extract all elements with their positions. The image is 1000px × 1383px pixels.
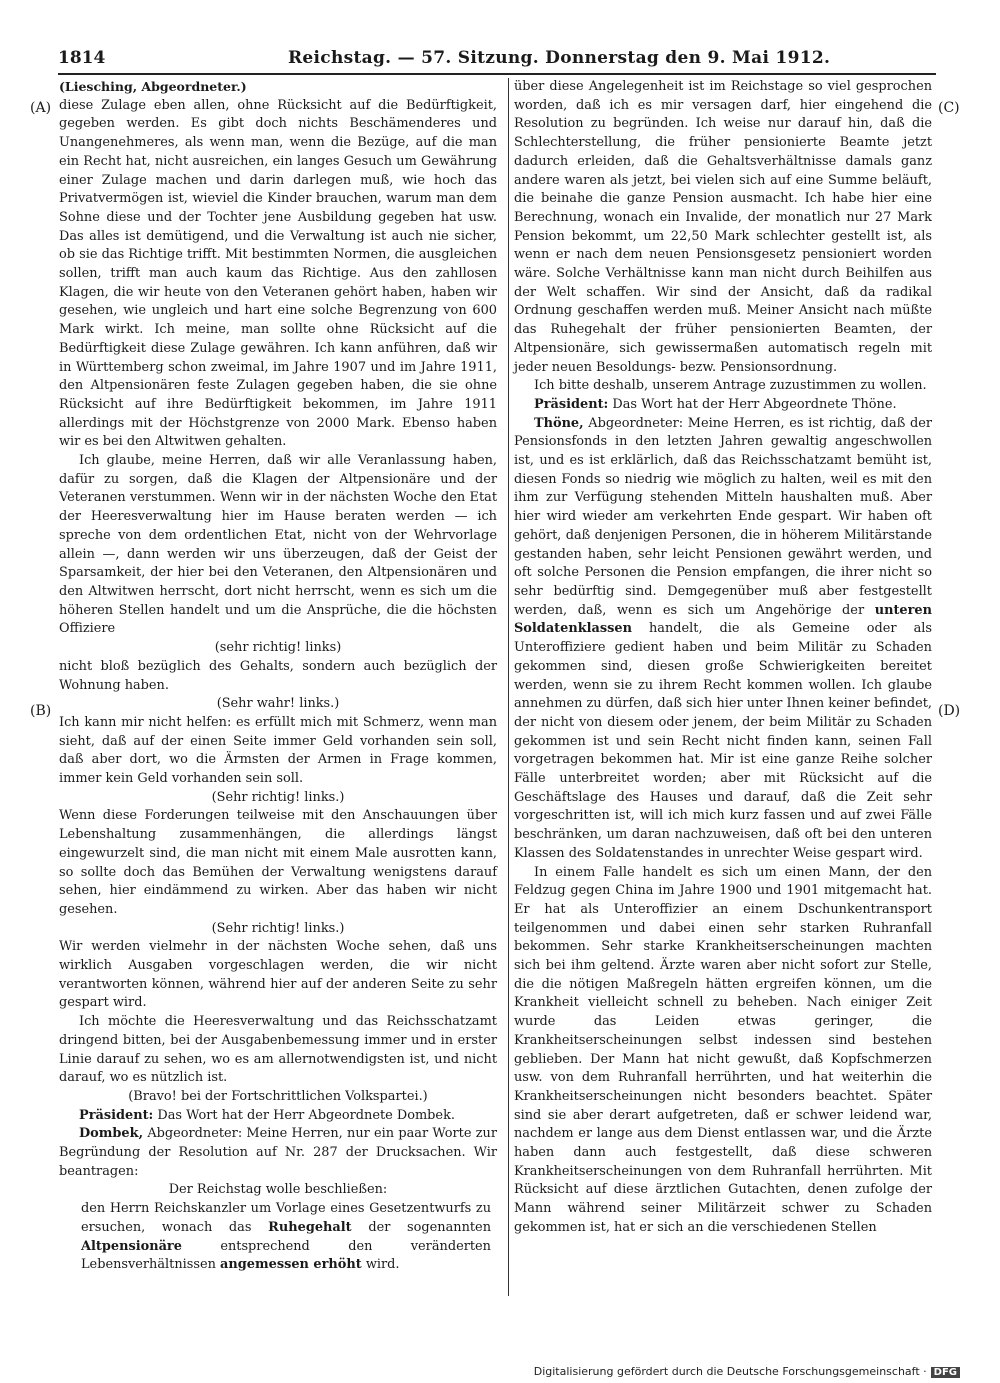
speaker-label: Präsident: xyxy=(534,396,609,412)
column-divider xyxy=(508,78,509,1296)
resolution-part: entsprechend den veränderten Lebensverhältnissen xyxy=(81,1238,491,1273)
margin-mark-d: (D) xyxy=(938,703,961,719)
paragraph: über diese Angelegenheit ist im Reichstage so viel gesprochen worden, daß ich es mir versagen darf, hier eingehend die Resolution zu begründen. Ich weise nur darauf hin, daß die Schlechterstellung, die früher pensionierte Beamte jetzt dadurch erleiden, daß die Gehaltsverhältnisse damals ganz andere waren als jetzt, bei vielen sich auf eine Summe beläuft, die beinahe die ganze Pension ausmacht. Ich habe hier eine Berechnung, wonach ein Invalide, der monatlich nur 27 Mark Pension bekommt, um 22,50 Mark schlechter gestellt ist, als wenn er nach dem neuen Pensionsgesetz pensioniert worden wäre. Solche Verhältnisse kann man nicht durch Beihilfen aus der Welt schaffen. Wir sind der Ansicht, daß da radikal Ordnung geschaffen werden muß. Meiner Ansicht nach müßte das Ruhegehalt der früher pensionierten Beamten, der Altpensionäre, sich gewissermaßen automatisch regeln mit jeder neuen Besoldungs- bezw. Pensionsordnung. xyxy=(514,79,932,375)
resolution-part: wird. xyxy=(365,1257,400,1273)
interjection: (Sehr richtig! links.) xyxy=(211,789,345,805)
speech-emphasis: unteren Soldatenklassen xyxy=(514,602,932,637)
margin-mark-c: (C) xyxy=(938,100,960,116)
left-column xyxy=(59,78,497,1275)
footer-credit xyxy=(534,1365,960,1378)
paragraph: nicht bloß bezüglich des Gehalts, sondern auch bezüglich der Wohnung haben. xyxy=(59,658,497,693)
right-column xyxy=(514,78,932,1238)
statement-text: Das Wort hat der Herr Abgeordnete Dombek. xyxy=(157,1107,455,1123)
paragraph: Wenn diese Forderungen teilweise mit den Anschauungen über Lebenshaltung zusammenhängen, die allerdings längst eingewurzelt sind, die man nicht mit einem Male ausrotten kann, so sollte doch das Bemühen der Verwaltung wenigstens darauf sehen, hier eindämmend zu wirken. Aber das haben wir nicht gesehen. xyxy=(59,808,497,917)
speech-text: Abgeordneter: Meine Herren, es ist richtig, daß der Pensionsfonds in den letzten Jahren gewaltig angeschwollen ist, und es ist erklärlich, daß das Reichsschatzamt bemüht ist, diesen Fonds so niedrig wie möglich zu halten, weil es mit den ihm zur Verfügung stehenden Mitteln haushalten muß. Aber hier wird wieder am verkehrten Ende gespart. Wir haben oft gehört, daß denjenigen Personen, die in höherem Militärstande gestanden haben, sehr leicht Pensionen gewährt werden, und oft solche Personen die Pension empfangen, die ihrer nicht so sehr bedürftig sind. Demgegenüber muß aber festgestellt werden, daß, wenn es sich um Angehörige der xyxy=(514,415,932,618)
interjection: (Sehr richtig! links.) xyxy=(211,920,345,936)
header-rule xyxy=(58,73,936,75)
speaker-label: Thöne, xyxy=(534,415,584,431)
resolution-part: der sogenannten xyxy=(368,1219,491,1235)
paragraph: In einem Falle handelt es sich um einen Mann, der den Feldzug gegen China im Jahre 1900 und 1901 mitgemacht hat. Er hat als Unteroffizier an einem Dschunkentransport teilgenommen und dabei einen sehr starken Ruhranfall bekommen. Sehr starke Krankheitserscheinungen machten sich bei ihm geltend. Ärzte waren aber nicht sofort zur Stelle, die die nötigen Maßregeln hätten ergreifen können, um die Krankheit vielleicht schnell zu beheben. Nach einiger Zeit wurde das Leiden etwas geringer, die Krankheitserscheinungen selbst indessen sind bestehen geblieben. Der Mann hat nicht gewußt, daß Kopfschmerzen usw. von dem Ruhranfall herrührten, und hat weiterhin die Krankheitserscheinungen nicht besonders beachtet. Später sind sie aber derart aufgetreten, daß er schwer leidend war, nachdem er lange aus dem Dienst entlassen war, und die Ärzte haben dann auch festgestellt, daß diese schweren Krankheitserscheinungen von dem Ruhranfall herrührten. Mit Rücksicht auf diese ärztlichen Gutachten, denen zufolge der Mann während seiner Militärzeit schwer zu Schaden gekommen ist, hat er sich an die verschiedenen Stellen xyxy=(514,864,932,1235)
president-statement xyxy=(514,396,932,415)
paragraph: Ich möchte die Heeresverwaltung und das Reichsschatzamt dringend bitten, bei der Ausgabenbemessung immer und in erster Linie darauf zu sehen, wo es am allernotwendigsten ist, und nicht darauf, wo es nützlich ist. xyxy=(59,1014,497,1086)
dombek-speech xyxy=(59,1125,497,1181)
running-title: Reichstag. — 57. Sitzung. Donnerstag den 9. Mai 1912. xyxy=(288,48,831,68)
speaker-label: Dombek, xyxy=(79,1126,144,1142)
interjection: (sehr richtig! links) xyxy=(214,640,342,656)
resolution-emphasis: Ruhegehalt xyxy=(268,1219,352,1235)
page-number: 1814 xyxy=(58,48,106,68)
paragraph: Ich kann mir nicht helfen: es erfüllt mich mit Schmerz, wenn man sieht, daß auf der einen Seite immer Geld vorhanden sein soll, daß aber dort, wo die Ärmsten der Armen in Frage kommen, immer kein Geld vorhanden sein soll. xyxy=(59,714,497,787)
resolution-text xyxy=(59,1200,497,1275)
statement-text: Das Wort hat der Herr Abgeordnete Thöne. xyxy=(612,396,897,412)
dfg-logo: DFG xyxy=(931,1367,960,1378)
speech-text: handelt, die als Gemeine oder als Unteroffiziere gedient haben und beim Militär zu Schaden gekommen sind, diesen große Schwierigkeiten bereitet werden, wenn sie zu ihrem Recht kommen wollen. Ich glaube annehmen zu dürfen, daß sich hier unter Ihnen keiner befindet, der nicht von diesem oder jenem, der beim Militär zu Schaden gekommen ist und sein Recht nicht finden kann, seinen Fall vorgetragen bekommen hat. Mir ist eine ganze Reihe solcher Fälle unterbreitet worden; aber mit Rücksicht auf die Geschäftslage des Hauses und darauf, daß die Zeit sehr vorgeschritten ist, will ich mich kurz fassen und auf zwei Fälle beschränken, um daran nachzuweisen, daß oft bei den unteren Klassen des Soldatenstandes in unrechter Weise gespart wird. xyxy=(514,621,932,861)
speech-text: Abgeordneter: Meine Herren, nur ein paar Worte zur Begründung der Resolution auf Nr. 287 der Drucksachen. Wir beantragen: xyxy=(59,1126,497,1179)
footer-text: Digitalisierung gefördert durch die Deutsche Forschungsgemeinschaft · xyxy=(533,1365,927,1378)
paragraph: Ich bitte deshalb, unserem Antrage zuzustimmen zu wollen. xyxy=(534,378,927,394)
president-statement xyxy=(59,1107,497,1126)
paragraph: Ich glaube, meine Herren, daß wir alle Veranlassung haben, dafür zu sorgen, daß die Klagen der Altpensionäre und der Veteranen verstummen. Wenn wir in der nächsten Woche den Etat der Heeresverwaltung hier im Hause beraten werden — ich spreche von dem ordentlichen Etat, nicht von der Wehrvorlage allein —, dann werden wir uns überzeugen, daß der Geist der Sparsamkeit, der hier bei den Veteranen, den Altpensionären und den Altwitwen herrscht, dort nicht herrscht, wenn es sich um die höheren Stellen handelt und um die Ansprüche, die die höchsten Offiziere xyxy=(59,453,497,637)
resolution-part: den Herrn Reichskanzler um Vorlage eines Gesetzentwurfs zu ersuchen, wonach das xyxy=(81,1201,491,1235)
resolution-emphasis: angemessen erhöht xyxy=(220,1257,362,1273)
paragraph: Wir werden vielmehr in der nächsten Woche sehen, daß uns wirklich Ausgaben vorgeschlagen werden, die wir nicht verantworten können, während hier auf der anderen Seite zu sehr gespart wird. xyxy=(59,939,497,1011)
page-header xyxy=(58,44,936,72)
interjection: (Sehr wahr! links.) xyxy=(216,696,340,712)
margin-mark-b: (B) xyxy=(30,703,52,719)
thoene-speech xyxy=(514,415,932,864)
resolution-emphasis: Altpensionäre xyxy=(81,1238,182,1254)
margin-mark-a: (A) xyxy=(30,100,52,116)
speaker-note: (Liesching, Abgeordneter.) xyxy=(59,79,247,94)
resolution-heading: Der Reichstag wolle beschließen: xyxy=(168,1182,388,1198)
paragraph: diese Zulage eben allen, ohne Rücksicht auf die Bedürftigkeit, gegeben werden. Es gibt doch nichts Beschämenderes und Unangenehmeres, als wenn man, wenn die Bezüge, auf die man ein Recht hat, nicht ausreichen, ein langes Gesuch um Gewährung einer Zulage machen und darin darlegen muß, wie hoch das Privatvermögen ist, wieviel die Kinder brauchen, warum man dem Sohne diese und der Tochter jene Ausbildung gegeben hat usw. Das alles ist demütigend, und die Verwaltung ist auch nie sicher, ob sie das Richtige trifft. Mit bestimmten Normen, die ausgleichen sollen, trifft man auch kaum das Richtige. Aus den zahllosen Klagen, die wir heute von den Veteranen gehört haben, haben wir gesehen, wie ungleich und hart eine solche Begrenzung von 600 Mark wirkt. Ich meine, man sollte ohne Rücksicht auf die Bedürftigkeit diese Zulage gewähren. Ich kann anführen, daß wir in Württemberg schon zweimal, im Jahre 1907 und im Jahre 1911, den Altpensionären feste Zulagen gegeben haben, die sie ohne Rücksicht auf ihre Bedürftigkeit bekommen, im Jahre 1911 allerdings mit der Höchstgrenze von 2000 Mark. Ebenso haben wir es bei den Altwitwen gehalten. xyxy=(59,97,497,450)
speaker-label: Präsident: xyxy=(79,1107,154,1123)
interjection: (Bravo! bei der Fortschrittlichen Volkspartei.) xyxy=(128,1088,428,1104)
